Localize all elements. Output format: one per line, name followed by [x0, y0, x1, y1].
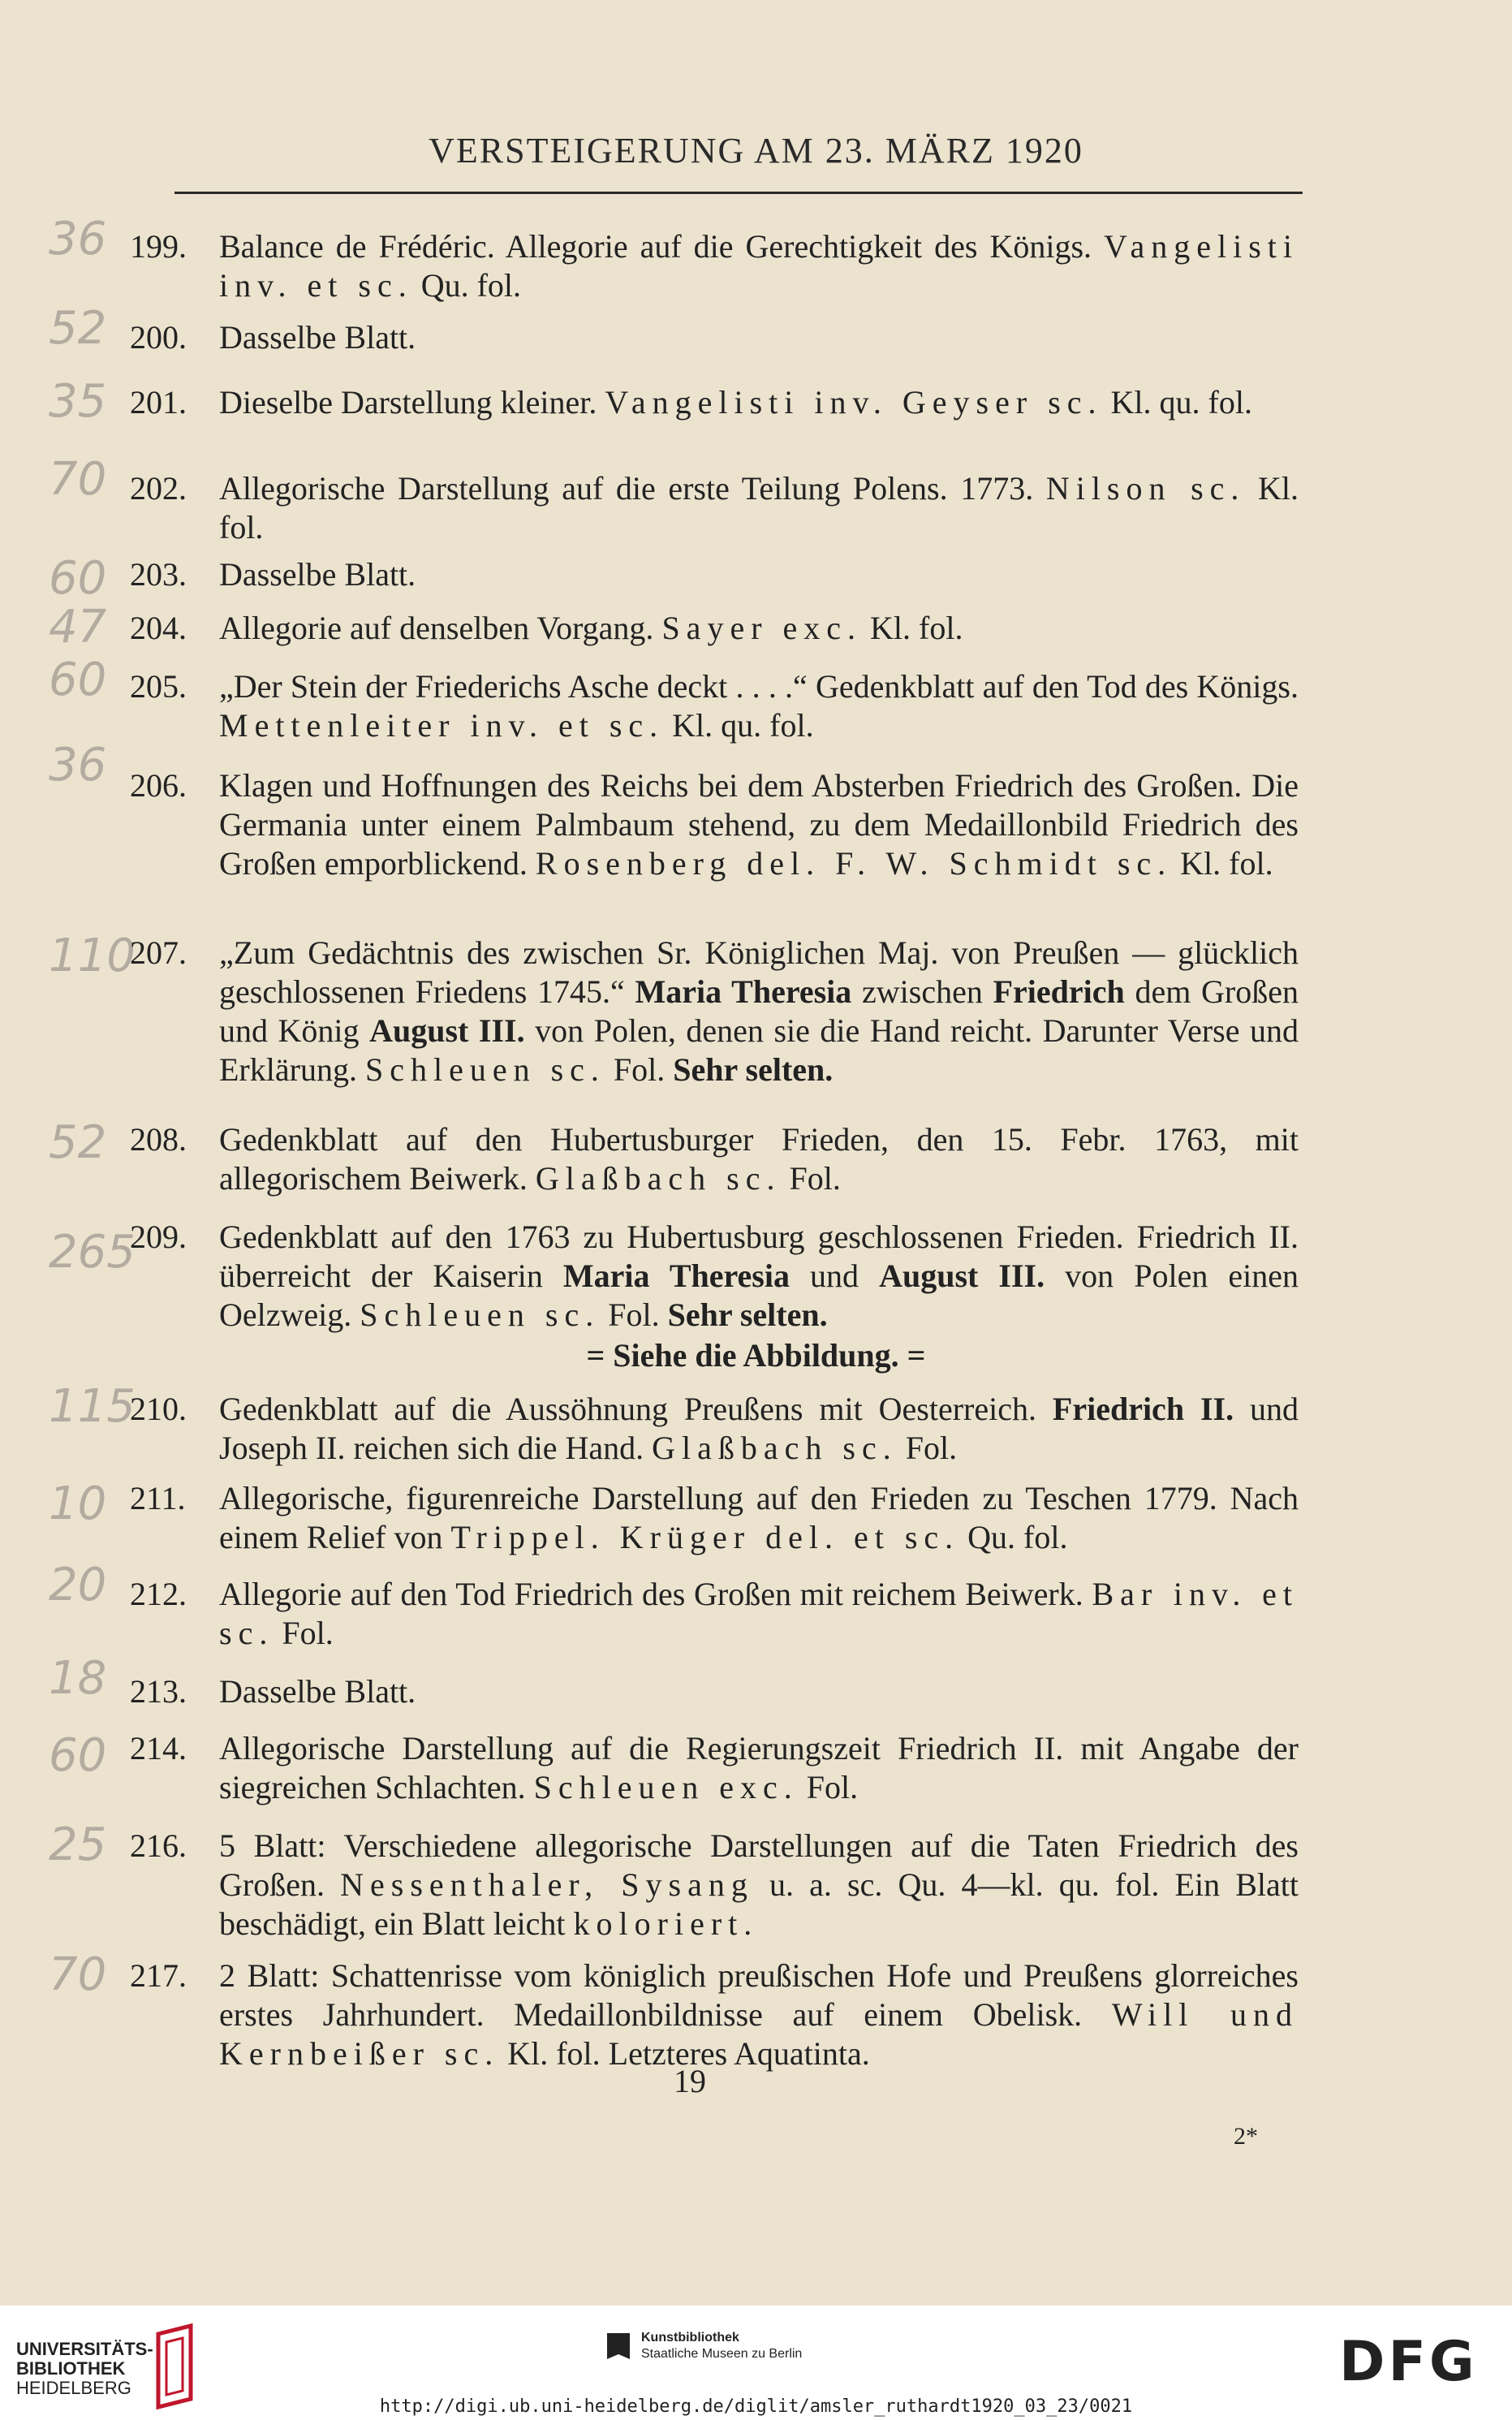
spaced-text: Vangelisti inv. et sc. — [219, 228, 1299, 304]
ub-name-line2: BIBLIOTHEK — [16, 2358, 126, 2379]
handwritten-price: 52 — [49, 1116, 107, 1169]
entry-text — [219, 1575, 1299, 1653]
catalog-entry — [130, 766, 1299, 883]
dfg-logo[interactable]: DFG — [1339, 2330, 1478, 2394]
ub-name-line1: UNIVERSITÄTS- — [16, 2339, 153, 2359]
spaced-text: Vangelisti inv. Geyser sc. — [605, 384, 1103, 421]
entry-number: 202. — [130, 470, 187, 507]
illustration-note: = Siehe die Abbildung. = — [586, 1337, 926, 1374]
spaced-text: Nessenthaler, Sysang — [340, 1866, 754, 1903]
entry-number: 214. — [130, 1730, 187, 1766]
spaced-text: Bar inv. et sc. — [219, 1576, 1299, 1651]
entry-text-run: Klagen und Hoffnungen des Reichs bei dem Absterben Friedrich des Großen. Die Germania unter einem Palmbaum stehend, zu dem Medaillonbild Friedrich des Großen emporblickend. — [219, 767, 1299, 882]
museum-emblem-icon — [604, 2330, 633, 2362]
spaced-text: Nilson sc. — [1045, 470, 1246, 507]
entry-number: 212. — [130, 1576, 187, 1612]
entry-text-run: Kl. fol. — [862, 610, 963, 646]
entry-text-run: zwischen — [851, 973, 993, 1010]
entry-text-run: Fol. — [897, 1430, 958, 1466]
catalog-entry — [130, 609, 1299, 648]
entry-text-run: Allegorische Darstellung auf die erste Teilung Polens. 1773. — [219, 470, 1046, 507]
entry-text — [219, 555, 1299, 594]
catalog-entry — [130, 318, 1299, 357]
entry-text-run: „Zum Gedächtnis des zwischen Sr. Königlichen Maj. von Preußen — glücklich geschlossenen Friedens 1745.“ — [219, 934, 1299, 1010]
entry-number: 209. — [130, 1219, 187, 1255]
entry-text-run: Fol. — [605, 1051, 674, 1088]
handwritten-price: 25 — [49, 1818, 107, 1871]
entry-text — [219, 934, 1299, 1089]
handwritten-price: 70 — [49, 1948, 107, 2001]
entry-text-run: Dasselbe Blatt. — [219, 319, 416, 356]
entry-text — [219, 1672, 1299, 1711]
entry-text-run: Dasselbe Blatt. — [219, 556, 416, 593]
entry-text — [219, 766, 1299, 883]
entry-text-run: Kl. qu. fol. — [664, 707, 814, 744]
catalog-entry — [130, 555, 1299, 594]
spaced-text: Glaßbach sc. — [535, 1160, 782, 1197]
entry-text-run: u. a. sc. Qu. 4—kl. qu. fol. Ein Blatt beschädigt, ein Blatt leicht — [219, 1866, 1299, 1942]
kb-name: Kunstbibliothek — [641, 2331, 739, 2345]
handwritten-price: 35 — [49, 375, 107, 428]
spaced-text: Schleuen sc. — [364, 1051, 605, 1088]
spaced-text: koloriert. — [573, 1905, 759, 1942]
entry-number: 206. — [130, 767, 187, 804]
handwritten-price: 18 — [49, 1652, 107, 1705]
entry-text — [219, 1120, 1299, 1198]
entry-text-run: dem Großen und König — [219, 973, 1299, 1049]
entry-text-run: Gedenkblatt auf den 1763 zu Hubertusburg geschlossenen Frieden. Friedrich II. überreicht der Kaiserin — [219, 1219, 1299, 1294]
handwritten-price: 20 — [49, 1559, 107, 1611]
entry-number: 203. — [130, 556, 187, 593]
spaced-text: Mettenleiter inv. et sc. — [219, 707, 665, 744]
entry-text — [219, 1956, 1299, 2073]
handwritten-price: 110 — [49, 930, 136, 982]
entry-number: 216. — [130, 1827, 187, 1864]
handwritten-price: 115 — [49, 1380, 136, 1433]
entry-text — [219, 469, 1299, 547]
spaced-text: Glaßbach sc. — [652, 1430, 898, 1466]
entry-text-run: Kl. fol. Letzteres Aquatinta. — [499, 2035, 870, 2072]
kunstbibliothek-logo[interactable] — [641, 2330, 802, 2362]
spaced-text: Sayer exc. — [661, 610, 863, 646]
entry-text-run: „Der Stein der Friederichs Asche deckt . . . .“ Gedenkblatt auf den Tod des Königs. — [219, 668, 1299, 705]
bold-text: August III. — [879, 1257, 1045, 1294]
entry-text-run: Dieselbe Darstellung kleiner. — [219, 384, 605, 421]
handwritten-price: 60 — [49, 654, 107, 706]
entry-text-run: Gedenkblatt auf den Hubertusburger Frieden, den 15. Febr. 1763, mit allegorischem Beiwerk. — [219, 1121, 1299, 1197]
handwritten-price: 36 — [49, 213, 107, 265]
entry-text — [219, 318, 1299, 357]
entry-text — [219, 609, 1299, 648]
entry-text-run: Allegorische, figurenreiche Darstellung auf den Frieden zu Teschen 1779. Nach einem Relief von — [219, 1480, 1299, 1555]
entry-text-run: 5 Blatt: Verschiedene allegorische Darstellungen auf die Taten Friedrich des Großen. — [219, 1827, 1299, 1903]
spaced-text: Trippel. Krüger del. et sc. — [450, 1519, 960, 1555]
catalog-entry — [130, 1120, 1299, 1198]
bold-text: Maria Theresia — [562, 1257, 790, 1294]
entry-text — [219, 1827, 1299, 1943]
entry-text — [219, 1218, 1299, 1335]
catalog-entry — [130, 383, 1299, 422]
catalog-entry — [130, 1729, 1299, 1807]
signature-mark: 2* — [1234, 2123, 1258, 2150]
entry-number: 210. — [130, 1391, 187, 1427]
entry-number: 204. — [130, 610, 187, 646]
entry-number: 217. — [130, 1957, 187, 1994]
entry-text-run: Balance de Frédéric. Allegorie auf die Gerechtigkeit des Königs. — [219, 228, 1105, 265]
entry-text-run: Fol. — [781, 1160, 841, 1197]
bold-text: August III. — [369, 1012, 525, 1049]
catalog-entry — [130, 1390, 1299, 1468]
entry-number: 211. — [130, 1480, 186, 1516]
handwritten-price: 52 — [49, 302, 107, 355]
entry-text-run: Gedenkblatt auf die Aussöhnung Preußens mit Oesterreich. — [219, 1391, 1053, 1427]
handwritten-price: 60 — [49, 552, 107, 605]
handwritten-price: 36 — [49, 739, 107, 792]
entry-text — [219, 1729, 1299, 1807]
page-number: 19 — [674, 2063, 706, 2099]
entry-text-run: Allegorie auf den Tod Friedrich des Großen mit reichem Beiwerk. — [219, 1576, 1092, 1612]
handwritten-price: 60 — [49, 1729, 107, 1782]
entry-text-run: Allegorische Darstellung auf die Regierungszeit Friedrich II. mit Angabe der siegreichen Schlachten. — [219, 1730, 1299, 1805]
catalog-entry — [130, 1479, 1299, 1557]
catalog-entry — [130, 667, 1299, 745]
entry-text — [219, 667, 1299, 745]
bold-text: Friedrich — [993, 973, 1125, 1010]
handwritten-price: 47 — [49, 601, 107, 654]
entry-text — [219, 383, 1299, 422]
entry-text — [219, 227, 1299, 305]
entry-text-run: Kl. qu. fol. — [1102, 384, 1252, 421]
spaced-text: Schleuen sc. — [360, 1296, 601, 1333]
catalog-entry — [130, 227, 1299, 305]
bold-text: Sehr selten. — [667, 1296, 828, 1333]
entry-text-run: Fol. — [798, 1769, 859, 1805]
entry-text-run: Kl. fol. — [1172, 845, 1273, 882]
spaced-text: Will und Kernbeißer sc. — [219, 1996, 1299, 2072]
header-rule — [174, 192, 1303, 194]
handwritten-price: 70 — [49, 453, 107, 506]
entry-text-run: und — [789, 1257, 880, 1294]
entry-text-run: Qu. fol. — [412, 267, 522, 304]
entry-number: 199. — [130, 228, 187, 265]
entry-number: 213. — [130, 1673, 187, 1710]
entry-text-run: von Polen, denen sie die Hand reicht. Darunter Verse und Erklärung. — [219, 1012, 1299, 1088]
entry-text-run: Allegorie auf denselben Vorgang. — [219, 610, 662, 646]
page-header-title: VERSTEIGERUNG AM 23. MÄRZ 1920 — [429, 131, 1083, 170]
catalog-entry — [130, 1827, 1299, 1943]
catalog-entry — [130, 934, 1299, 1089]
entry-text-run: Kl. fol. — [219, 470, 1299, 546]
catalog-entry — [130, 469, 1299, 547]
entry-text-run: Qu. fol. — [959, 1519, 1068, 1555]
entry-text — [219, 1479, 1299, 1557]
bold-text: Maria Theresia — [635, 973, 852, 1010]
kb-subtitle: Staatliche Museen zu Berlin — [641, 2347, 803, 2361]
entry-number: 201. — [130, 384, 187, 421]
entry-number: 207. — [130, 934, 187, 971]
catalog-entry — [130, 1218, 1299, 1335]
catalog-entry — [130, 1672, 1299, 1711]
entry-text — [219, 1390, 1299, 1468]
handwritten-price: 10 — [49, 1477, 107, 1530]
catalog-entry — [130, 1575, 1299, 1653]
entry-text-run: Fol. — [600, 1296, 668, 1333]
ub-name-line3: HEIDELBERG — [16, 2378, 131, 2398]
spaced-text: Rosenberg del. F. W. Schmidt sc. — [535, 845, 1173, 882]
bold-text: Sehr selten. — [673, 1051, 834, 1088]
entry-text-run: 2 Blatt: Schattenrisse vom königlich preußischen Hofe und Preußens glorreiches erstes Jahrhundert. Medaillonbildnisse auf einem Obelisk. — [219, 1957, 1299, 2033]
entry-text-run: Dasselbe Blatt. — [219, 1673, 416, 1710]
digitization-footer — [0, 2306, 1512, 2420]
entry-text-run: Fol. — [274, 1615, 334, 1651]
entry-number: 208. — [130, 1121, 187, 1158]
catalog-entry — [130, 1956, 1299, 2073]
bold-text: Friedrich II. — [1052, 1391, 1234, 1427]
spaced-text: Schleuen exc. — [533, 1769, 799, 1805]
handwritten-price: 265 — [49, 1226, 136, 1279]
entry-number: 200. — [130, 319, 187, 356]
permalink-url[interactable]: http://digi.ub.uni-heidelberg.de/diglit/amsler_ruthardt1920_03_23/0021 — [379, 2396, 1133, 2417]
entry-text-run: von Polen einen Oelzweig. — [219, 1257, 1299, 1333]
entry-number: 205. — [130, 668, 187, 705]
entry-text-run: und Joseph II. reichen sich die Hand. — [219, 1391, 1299, 1466]
